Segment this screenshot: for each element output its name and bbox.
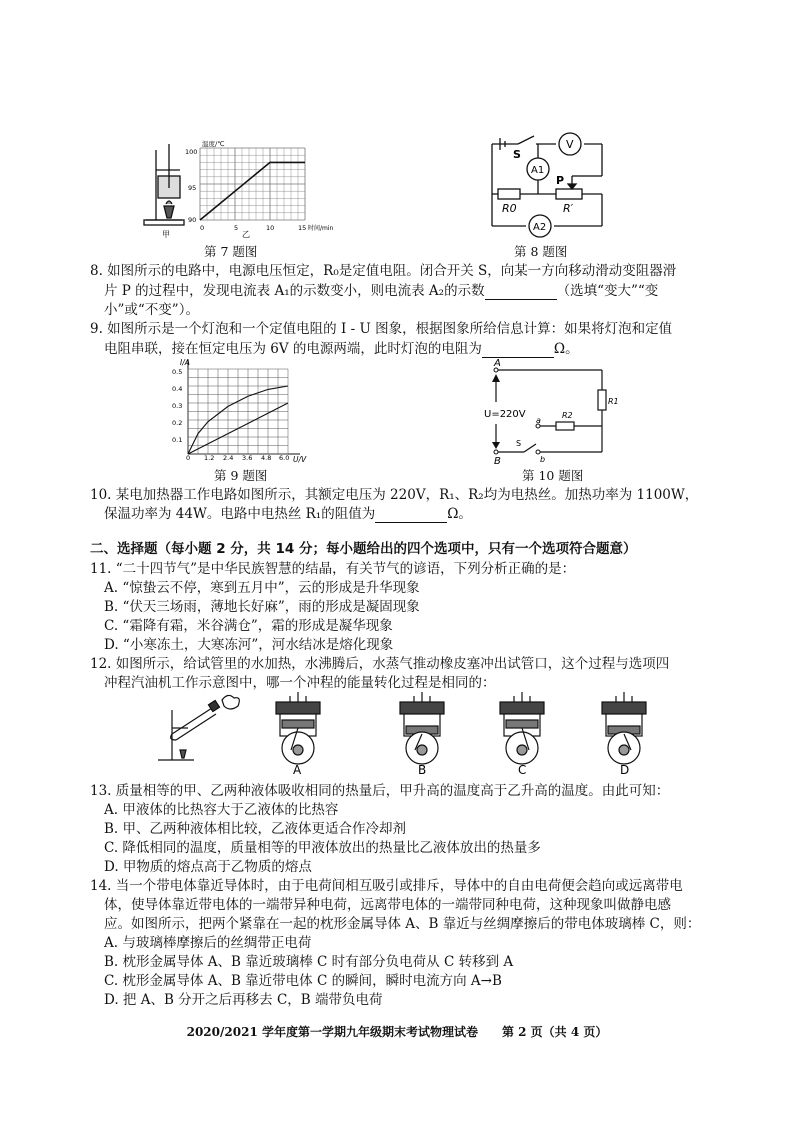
q8-line3: 小”或“不变”）。 (104, 302, 199, 318)
figure-9 (168, 356, 328, 466)
q14-option-b[interactable]: B. 枕形金属导体 A、B 靠近玻璃棒 C 时有部分负电荷从 C 转移到 A (104, 954, 514, 970)
q10-line1: 10. 某电加热器工作电路如图所示，其额定电压为 220V，R₁、R₂均为电热丝。加热功率为 1100W， (90, 487, 699, 503)
fig10-label-A: A (494, 358, 501, 369)
arrow-up-icon (492, 374, 500, 382)
fig8-label-P: P (556, 174, 565, 187)
q11-option-b[interactable]: B. “伏天三场雨，薄地长好麻”，雨的形成是凝固现象 (104, 599, 420, 615)
q9-line2-text: 电阻串联，接在恒定电压为 6V 的电源两端，此时灯泡的电阻为 (104, 341, 482, 357)
fig9-xlabel: U/V (293, 455, 307, 464)
figure-8 (478, 128, 618, 240)
caption-q8: 第 8 题图 (514, 244, 568, 259)
arrow-down-icon (492, 442, 500, 449)
q14-option-a[interactable]: A. 与玻璃棒摩擦后的丝绸带正电荷 (104, 935, 312, 951)
engine-cylinder-head (400, 702, 444, 714)
fig8-label-S: S (513, 148, 521, 161)
fig10-label-b: b (540, 455, 546, 464)
q10-answer-blank[interactable] (375, 508, 447, 523)
q11-option-c[interactable]: C. “霜降有霜，米谷满仓”，霜的形成是凝华现象 (104, 618, 393, 634)
test-tube-heating-icon (158, 695, 239, 760)
q10-line2-tail: Ω。 (447, 506, 472, 522)
engine-crank (293, 745, 303, 755)
fig8-label-A2: A2 (533, 222, 547, 233)
fig9-ytick-0.1: 0.1 (172, 436, 183, 444)
q13-option-a[interactable]: A. 甲液体的比热容大于乙液体的比热容 (104, 802, 339, 818)
fig7-grid (200, 148, 305, 220)
engine-cylinder-head (602, 702, 646, 714)
engine-crank (517, 745, 527, 755)
q12-line2: 冲程汽油机工作示意图中，哪一个冲程的能量转化过程是相同的： (104, 675, 496, 691)
fig9-xtick-1.2: 1.2 (204, 454, 215, 462)
q8-line2-text: 片 P 的过程中，发现电流表 A₁的示数变小，则电流表 A₂的示数 (104, 283, 485, 299)
q14-line3: 应。如图所示，把两个紧靠在一起的枕形金属导体 A、B 靠近与丝绸摩擦后的带电体玻璃棒 C，则： (104, 916, 701, 932)
engine-b-icon (400, 692, 444, 764)
q14-option-c[interactable]: C. 枕形金属导体 A、B 靠近带电体 C 的瞬间，瞬时电流方向 A→B (104, 973, 502, 989)
fig9-ytick-0.3: 0.3 (172, 402, 183, 410)
fig10-label-S: S (516, 439, 522, 448)
fig10-label-U: U=220V (484, 409, 526, 420)
q14-line1: 14. 当一个带电体靠近导体时，由于电荷间相互吸引或排斥，导体中的自由电荷便会趋向或远离带电 (90, 878, 683, 894)
page-footer: 2020/2021 学年度第一学期九年级期末考试物理试卷 第 2 页（共 4 页） (186, 1025, 608, 1039)
figure-7 (140, 140, 340, 240)
boiling-apparatus (144, 144, 184, 225)
terminal-b-icon (494, 450, 498, 454)
q10-line2-text: 保温功率为 44W。电路中电热丝 R₁的阻值为 (104, 506, 376, 522)
fig8-label-Rprime: R′ (563, 202, 574, 215)
q9-line2-tail: Ω。 (553, 341, 579, 357)
engine-c-icon (500, 692, 544, 764)
q9-line1: 9. 如图所示是一个灯泡和一个定值电阻的 I - U 图象，根据图象所给信息计算：如果将灯泡和定值 (90, 321, 673, 337)
figure-8-svg (478, 128, 618, 240)
q12-figures-svg (150, 690, 670, 780)
fig7-ylabel: 温度/℃ (202, 140, 225, 148)
q11-option-d[interactable]: D. “小寒冻土，大寒冻河”，河水结冰是熔化现象 (104, 637, 394, 653)
engine-label-a: A (293, 763, 302, 777)
engine-label-d: D (620, 763, 630, 777)
figure-10 (478, 354, 618, 464)
fig7-xtick-10: 10 (266, 224, 275, 232)
engine-crank (619, 745, 629, 755)
engine-piston (282, 720, 314, 728)
fig9-ytick-0.2: 0.2 (172, 419, 183, 427)
fig7-ytick-100: 100 (185, 148, 198, 156)
switch-contact-b-icon (536, 450, 540, 454)
q11-stem: 11. “二十四节气”是中华民族智慧的结晶，有关节气的谚语，下列分析正确的是： (90, 561, 576, 577)
q10-line2 (104, 505, 472, 523)
engine-diagrams (276, 692, 646, 764)
engine-a-icon (276, 692, 320, 764)
fig8-label-A1: A1 (531, 165, 545, 176)
engine-cylinder-head (276, 702, 320, 714)
fig7-label-a: 甲 (162, 230, 170, 239)
q14-option-d[interactable]: D. 把 A、B 分开之后再移去 C，B 端带负电荷 (104, 992, 383, 1008)
fig9-xtick-4.8: 4.8 (261, 454, 272, 462)
fig10-label-B: B (494, 456, 501, 464)
fig7-xlabel: 时间/min (308, 225, 334, 232)
fig10-label-R2: R2 (562, 411, 573, 420)
q8-line1: 8. 如图所示的电路中，电源电压恒定，R₀是定值电阻。闭合开关 S，向某一方向移动滑动变阻器滑 (90, 263, 677, 279)
caption-q10: 第 10 题图 (522, 468, 584, 483)
q13-stem: 13. 质量相等的甲、乙两种液体吸收相同的热量后，甲升高的温度高于乙升高的温度。由此可知： (90, 783, 670, 799)
engine-label-c: C (518, 763, 527, 777)
engine-d-icon (602, 692, 646, 764)
fig9-ytick-0.4: 0.4 (172, 385, 183, 393)
figure-9-svg (168, 356, 328, 466)
caption-q9: 第 9 题图 (214, 468, 268, 483)
q8-answer-blank[interactable] (485, 285, 557, 300)
caption-q7: 第 7 题图 (204, 244, 258, 259)
figure-10-svg (478, 354, 618, 464)
figure-7-svg (140, 140, 340, 240)
q13-option-d[interactable]: D. 甲物质的熔点高于乙物质的熔点 (104, 859, 312, 875)
fig9-xtick-3.6: 3.6 (242, 454, 253, 462)
q12-line1: 12. 如图所示，给试管里的水加热，水沸腾后，水蒸气推动橡皮塞冲出试管口，这个过程与选项四 (90, 656, 670, 672)
q12-figures (150, 690, 670, 780)
fig9-xtick-0: 0 (186, 454, 191, 462)
fig9-xtick-6.0: 6.0 (279, 454, 290, 462)
q11-option-a[interactable]: A. “惊蛰云不停，寒到五月中”，云的形成是升华现象 (104, 580, 420, 596)
fig9-grid (188, 360, 300, 454)
q13-option-c[interactable]: C. 降低相同的温度，质量相等的甲液体放出的热量比乙液体放出的热量多 (104, 840, 541, 856)
fig7-ytick-90: 90 (188, 216, 197, 224)
section-2-heading: 二、选择题（每小题 2 分，共 14 分；每小题给出的四个选项中，只有一个选项符合题意） (90, 541, 637, 557)
engine-cylinder-head (500, 702, 544, 714)
fig10-label-R1: R1 (608, 397, 618, 406)
fig9-ylabel: I/A (180, 358, 190, 367)
fig7-ytick-95: 95 (188, 184, 197, 192)
q8-line2-tail: （选填“变大”“变 (556, 283, 659, 299)
engine-crank (417, 745, 427, 755)
q14-line2: 体，使导体靠近带电体的一端带异种电荷，远离带电体的一端带同种电荷，这种现象叫做静电感 (104, 897, 671, 913)
q13-option-b[interactable]: B. 甲、乙两种液体相比较，乙液体更适合作冷却剂 (104, 821, 407, 837)
fig8-label-V: V (566, 138, 574, 151)
fig7-xtick-15: 15 (298, 224, 307, 232)
fig8-label-R0: R0 (502, 202, 517, 215)
engine-label-b: B (418, 763, 427, 777)
fig10-label-a: a (536, 416, 541, 425)
fig7-label-b: 乙 (242, 230, 250, 239)
engine-piston (506, 720, 538, 728)
fig9-xtick-2.4: 2.4 (223, 454, 234, 462)
q8-line2 (104, 282, 658, 300)
fig7-xtick-5: 5 (234, 224, 239, 232)
fig9-ytick-0.5: 0.5 (172, 368, 183, 376)
fig7-xtick-0: 0 (200, 224, 205, 232)
